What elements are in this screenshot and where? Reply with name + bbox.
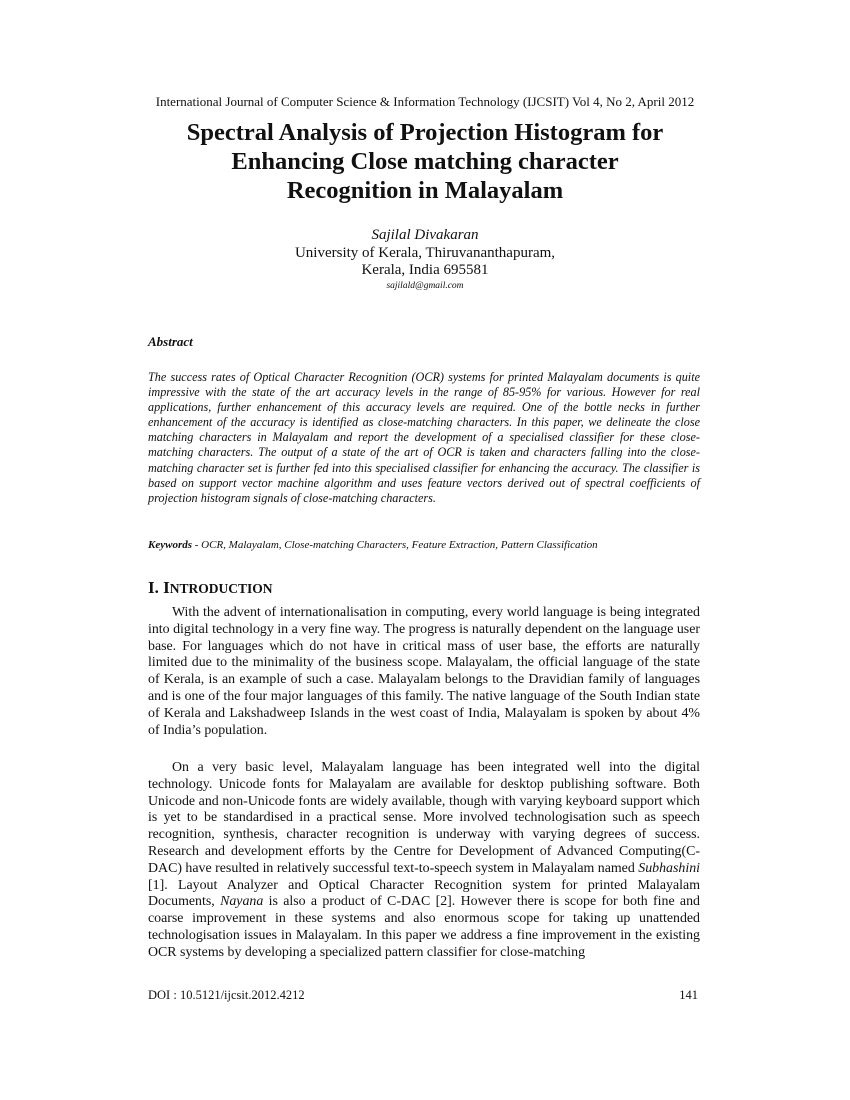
abstract-body: The success rates of Optical Character Recognition (OCR) systems for printed Malayalam documents is quite impressive with the state of the art accuracy levels in the range of 85-95% for various. However for real applications, further enhancement of this accuracy levels are required. One of the bottle necks in further enhancement of the accuracy is identified as close-matching characters. In this paper, we delineate the close matching characters in Malayalam and report the development of a specialised classifier for these close-matching characters. The output of a state of the art of OCR is taken and characters falling into the close-matching character set is further fed into this specialised classifier for enhancing the accuracy. The classifier is based on support vector machine algorithm and uses feature vectors derived out of spectral coefficients of projection histogram signals of close-matching characters. — [148, 370, 700, 505]
intro-paragraph-2 — [148, 760, 700, 962]
nayana-term: Nayana — [220, 894, 264, 910]
intro-p2-part-b: [1]. Layout Analyzer and Optical Character Recognition system for printed Malayalam Documents, — [148, 877, 700, 910]
intro-paragraph-1-text: With the advent of internationalisation in computing, every world language is being integrated into digital technology in a very fine way. The progress is naturally dependent on the language user base. For languages which do not have in critical mass of user base, the efforts are naturally limited due to the minimality of the business scope. Malayalam, the official language of the state of Kerala, is an example of such a case. Malayalam belongs to the Dravidian family of languages and is one of the four major languages of this family. The native language of the South Indian state of Kerala and Lakshadweep Islands in the west coast of India, Malayalam is spoken by about 4% of India’s population. — [148, 605, 700, 738]
section-heading-introduction — [148, 578, 273, 598]
author-name: Sajilal Divakaran — [371, 227, 479, 243]
subhashini-term: Subhashini — [638, 860, 701, 876]
footer-doi: DOI : 10.5121/ijcsit.2012.4212 — [148, 988, 305, 1002]
title-line-2: Enhancing Close matching character — [231, 148, 619, 175]
author-email: sajilald@gmail.com — [386, 280, 464, 291]
paper-title — [100, 118, 750, 205]
keywords-text: - OCR, Malayalam, Close-matching Characters, Feature Extraction, Pattern Classification — [192, 539, 598, 551]
intro-p2-part-c: is also a product of C-DAC [2]. However there is scope for both fine and coarse improvement in these systems and also enormous scope for taking up unattended technologisation issues in Malayalam. In this paper we address a fine improvement in the existing OCR systems by developing a specialized pattern classifier for close-matching — [148, 894, 700, 960]
author-affiliation-1: University of Kerala, Thiruvananthapuram, — [294, 244, 556, 261]
footer-page-number: 141 — [679, 988, 698, 1002]
intro-p2-part-a: On a very basic level, Malayalam language has been integrated well into the digital technology. Unicode fonts for Malayalam are available for desktop publishing software. Both Unicode and non-Unicode fonts are widely available, though with varying keyboard support which is yet to be standardised in a practical sense. More involved technologisation such as speech recognition, synthesis, character recognition is underway with varying degrees of success. Research and development efforts by the Centre for Development of Advanced Computing(C-DAC) have resulted in relatively successful text-to-speech system in Malayalam named — [148, 760, 700, 876]
section-number-initial: I. I — [148, 578, 170, 597]
keywords-label: Keywords — [148, 539, 192, 551]
author-block — [0, 227, 850, 295]
intro-paragraph-1 — [148, 605, 700, 739]
title-line-3: Recognition in Malayalam — [286, 177, 564, 204]
author-affiliation-2: Kerala, India 695581 — [361, 262, 489, 278]
section-heading-rest: NTRODUCTION — [169, 581, 273, 596]
running-head: International Journal of Computer Science & Information Technology (IJCSIT) Vol 4, No 2, April 2012 — [155, 94, 695, 109]
title-line-1: Spectral Analysis of Projection Histogram for — [186, 119, 664, 146]
keywords — [148, 539, 708, 551]
abstract-heading: Abstract — [148, 334, 193, 349]
